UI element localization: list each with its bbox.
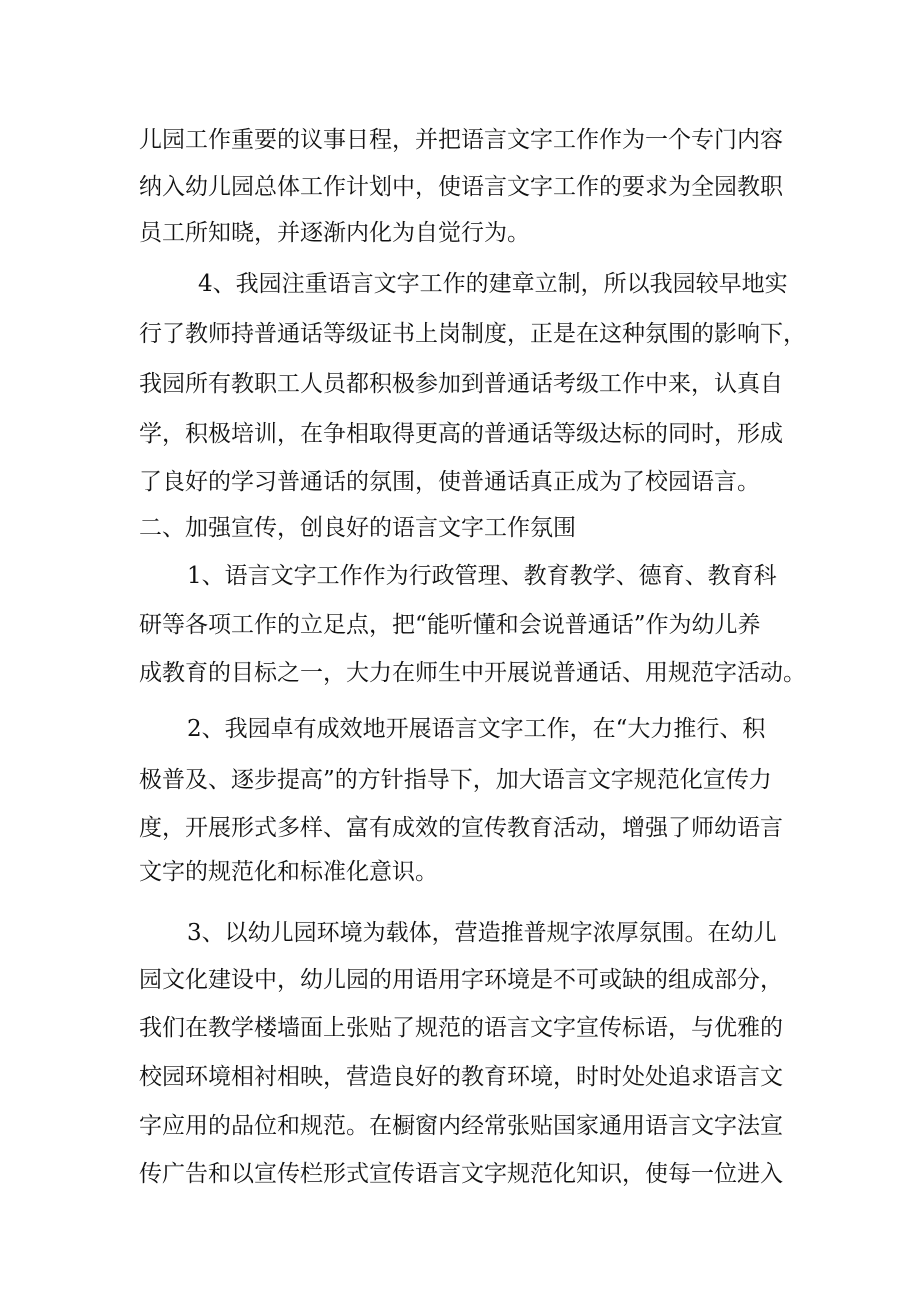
text-line: 了良好的学习普通话的氛围，使普通话真正成为了校园语言。 [139, 469, 760, 495]
text-line: 我园所有教职工人员都积极参加到普通话考级工作中来，认真自 [139, 371, 783, 397]
text-line: 员工所知晓，并逐渐内化为自觉行为。 [139, 220, 530, 246]
text-line: 极普及、逐步提高”的方针指导下，加大语言文字规范化宣传力 [139, 767, 772, 793]
text-line: 行了教师持普通话等级证书上岗制度，正是在这种氛围的影响下， [139, 321, 806, 347]
text-line: 度，开展形式多样、富有成效的宣传教育活动，增强了师幼语言 [139, 815, 783, 841]
text-line: 文字的规范化和标准化意识。 [139, 859, 438, 885]
text-line: 1、语言文字工作作为行政管理、教育教学、德育、教育科 [187, 563, 777, 589]
text-line: 3、以幼儿园环境为载体，营造推普规字浓厚氛围。在幼儿 [187, 920, 777, 946]
text-line: 园文化建设中，幼儿园的用语用字环境是不可或缺的组成部分， [139, 967, 783, 993]
text-line: 校园环境相衬相映，营造良好的教育环境，时时处处追求语言文 [139, 1064, 783, 1090]
text-line: 学，积极培训，在争相取得更高的普通话等级达标的同时，形成 [139, 421, 783, 447]
text-line: 2、我园卓有成效地开展语言文字工作，在“大力推行、积 [187, 716, 766, 742]
text-line: 儿园工作重要的议事日程，并把语言文字工作作为一个专门内容 [139, 127, 783, 153]
text-line: 4、我园注重语言文字工作的建章立制，所以我园较早地实 [198, 271, 788, 297]
text-line: 我们在教学楼墙面上张贴了规范的语言文字宣传标语，与优雅的 [139, 1015, 783, 1041]
text-line: 字应用的品位和规范。在橱窗内经常张贴国家通用语言文字法宣 [139, 1113, 783, 1139]
text-line: 成教育的目标之一，大力在师生中开展说普通话、用规范字活动。 [139, 660, 806, 686]
text-line: 纳入幼儿园总体工作计划中，使语言文字工作的要求为全园教职 [139, 174, 783, 200]
text-line: 研等各项工作的立足点，把“能听懂和会说普通话”作为幼儿养 [139, 612, 761, 638]
text-line: 传广告和以宣传栏形式宣传语言文字规范化知识，使每一位进入 [139, 1161, 783, 1187]
section-heading: 二、加强宣传，创良好的语言文字工作氛围 [139, 515, 576, 541]
